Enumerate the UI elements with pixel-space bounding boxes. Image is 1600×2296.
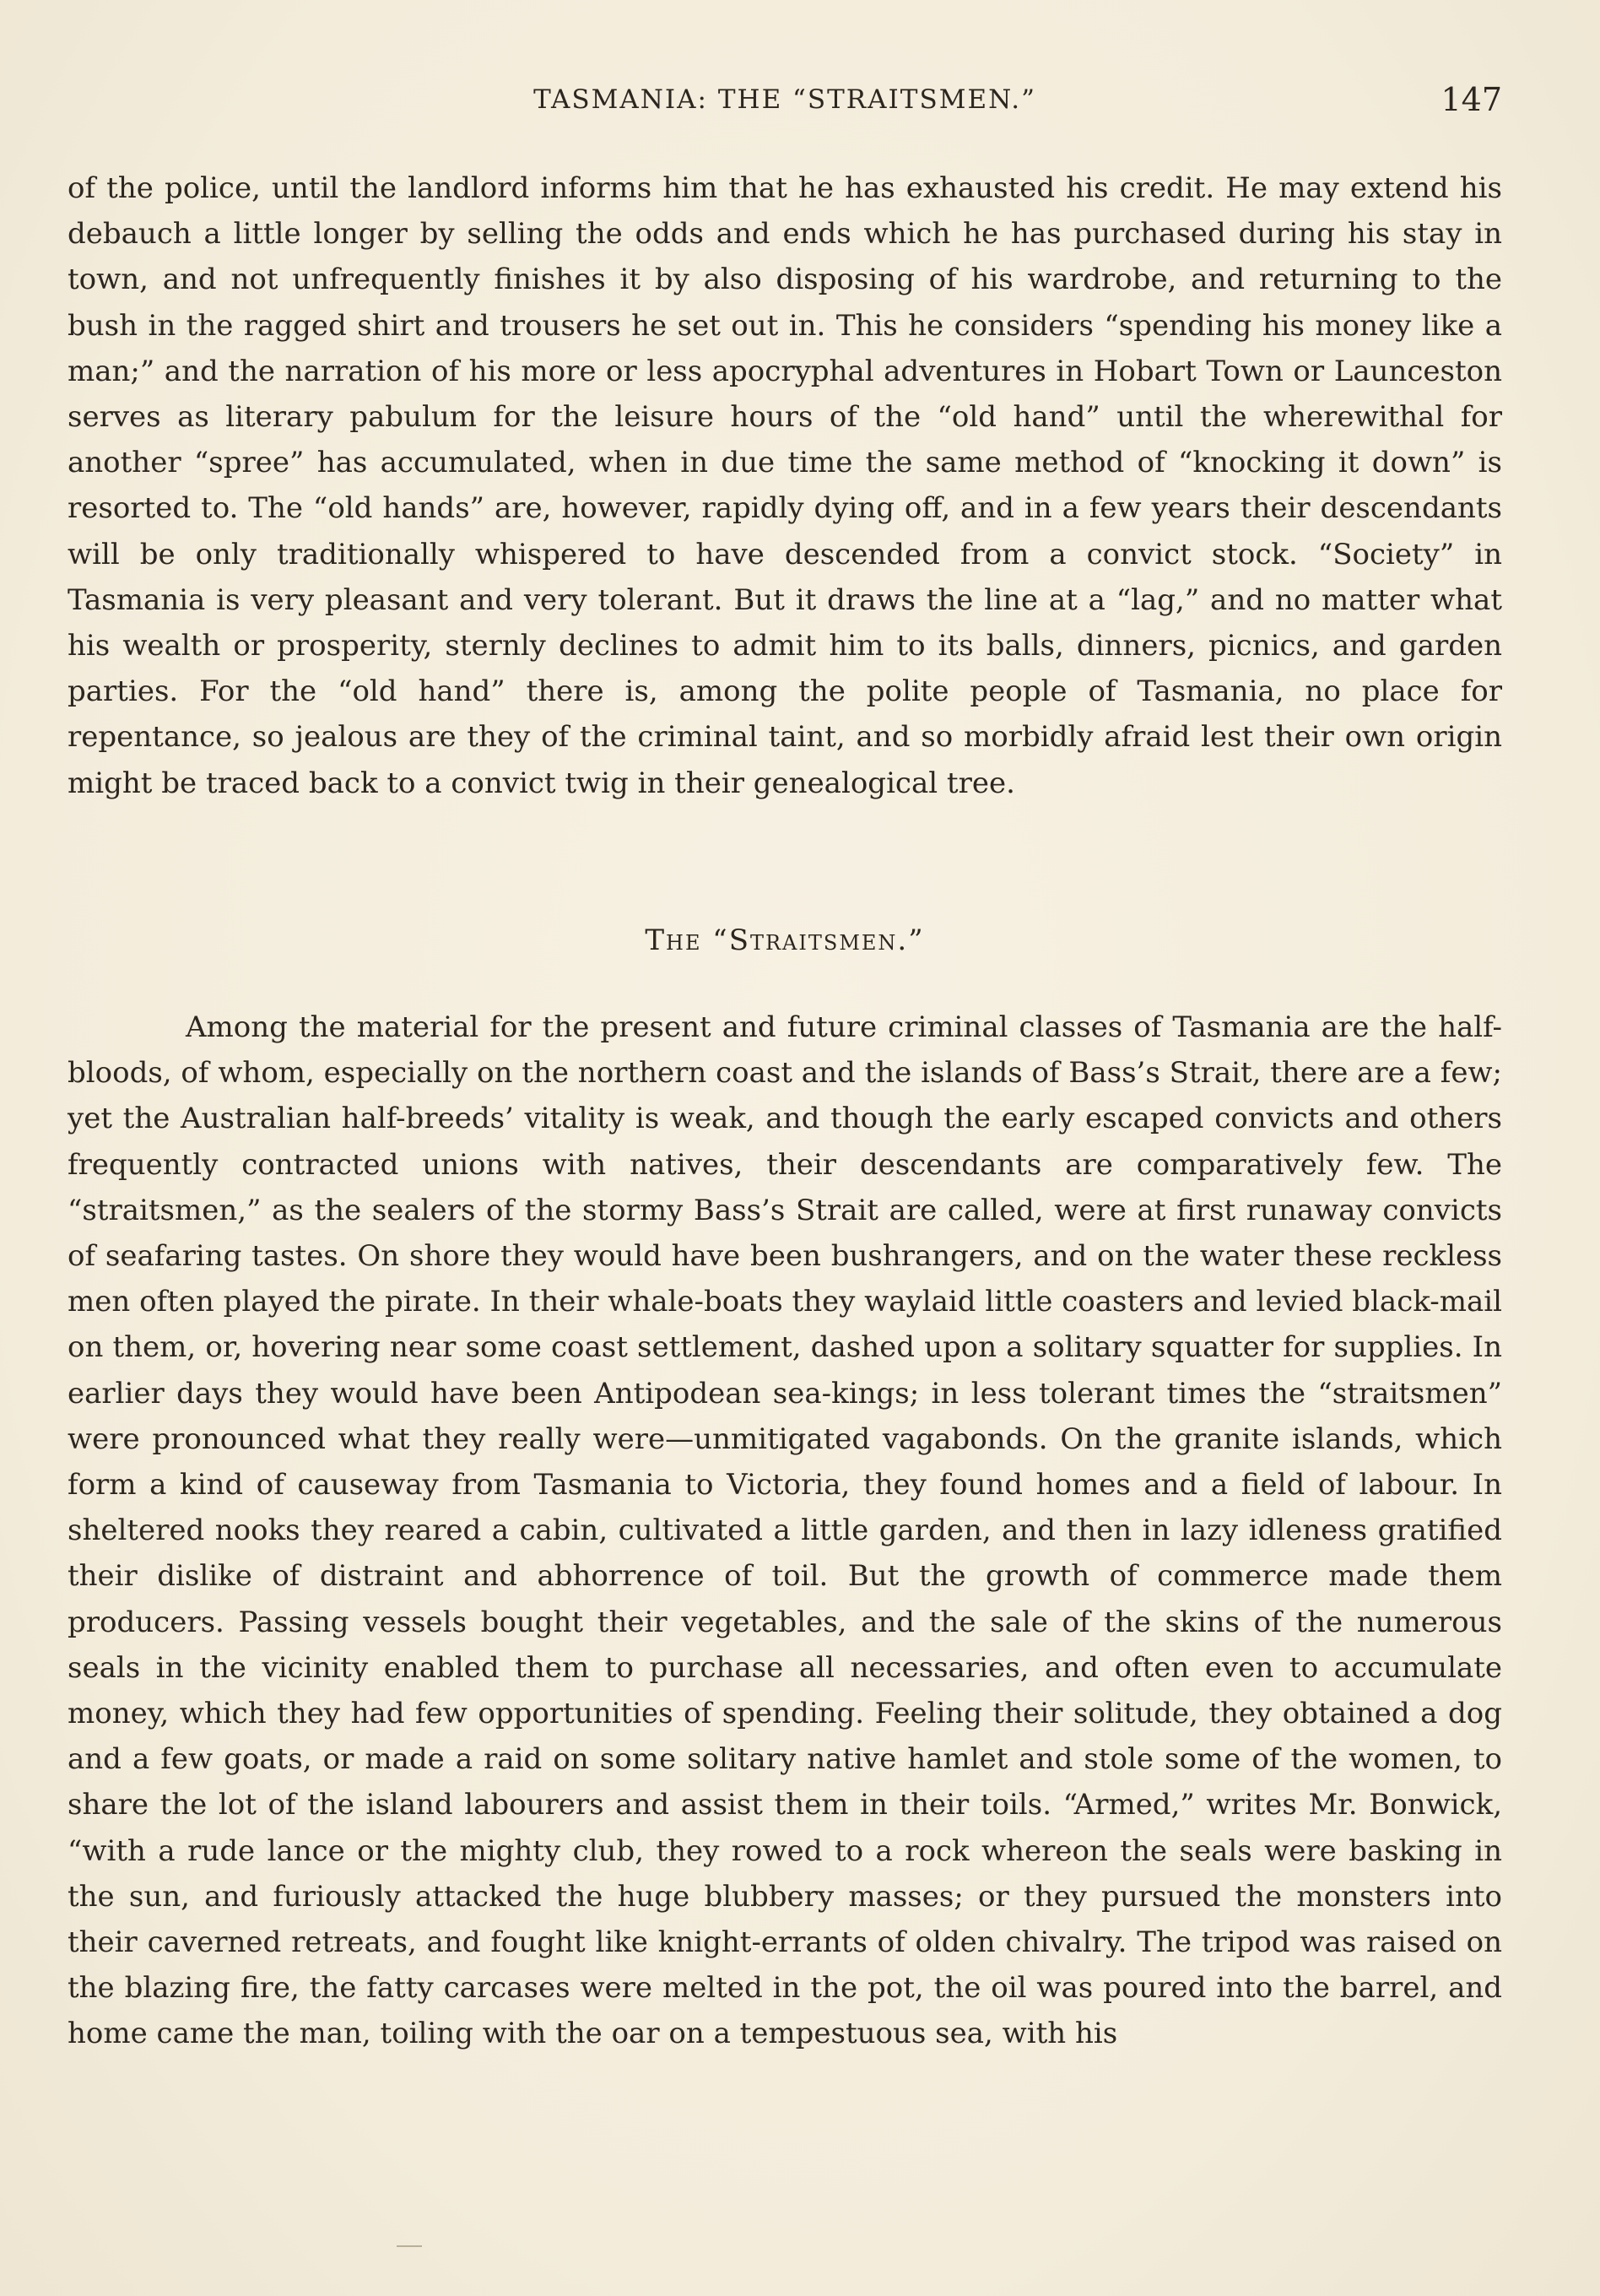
- straitsmen-paragraph: Among the material for the present and future criminal classes of Tasmania are the half-bloods, of whom, especially on the northern coast and the islands of Bass’s Strait, there are a few; yet the Australian half-breeds’ vitality is weak, and though the early escaped convicts and others frequently contracted unions with natives, their descendants are comparatively few. The “straitsmen,” as the sealers of the stormy Bass’s Strait are called, were at first runaway convicts of seafaring tastes. On shore they would have been bushrangers, and on the water these reckless men often played the pirate. In their whale-boats they waylaid little coasters and levied black-mail on them, or, hovering near some coast settlement, dashed upon a solitary squatter for supplies. In earlier days they would have been Antipodean sea-kings; in less tolerant times the “straitsmen” were pronounced what they really were—unmitigated vagabonds. On the granite islands, which form a kind of causeway from Tasmania to Victoria, they found homes and a field of labour. In sheltered nooks they reared a cabin, cultivated a little garden, and then in lazy idleness gratified their dislike of distraint and abhorrence of toil. But the growth of commerce made them producers. Passing vessels bought their vegetables, and the sale of the skins of the numerous seals in the vicinity enabled them to purchase all necessaries, and often even to accumulate money, which they had few opportunities of spending. Feeling their solitude, they obtained a dog and a few goats, or made a raid on some solitary native hamlet and stole some of the women, to share the lot of the island labourers and assist them in their toils. “Armed,” writes Mr. Bonwick, “with a rude lance or the mighty club, they rowed to a rock whereon the seals were basking in the sun, and furiously attacked the huge blubbery masses; or they pursued the monsters into their caverned retreats, and fought like knight-errants of olden chivalry. The tripod was raised on the blazing fire, the fatty carcases were melted in the pot, the oil was poured into the barrel, and home came the man, toiling with the oar on a tempestuous sea, with his: [68, 1010, 1502, 2051]
- running-title: TASMANIA: THE “STRAITSMEN.”: [533, 84, 1036, 115]
- page-header: [68, 81, 1502, 127]
- section-heading: The “Straitsmen.”: [645, 923, 925, 957]
- continuation-paragraph: of the police, until the landlord informs him that he has exhausted his credit. He may extend his debauch a little longer by selling the odds and ends which he has purchased during his stay in town, and not unfrequently finishes it by also disposing of his wardrobe, and returning to the bush in the ragged shirt and trousers he set out in. This he considers “spending his money like a man;” and the narration of his more or less apocryphal adventures in Hobart Town or Launceston serves as literary pabulum for the leisure hours of the “old hand” until the wherewithal for another “spree” has accumulated, when in due time the same method of “knocking it down” is resorted to. The “old hands” are, however, rapidly dying off, and in a few years their descendants will be only traditionally whispered to have descended from a convict stock. “Society” in Tasmania is very pleasant and very tolerant. But it draws the line at a “lag,” and no matter what his wealth or prosperity, sternly declines to admit him to its balls, dinners, picnics, and garden parties. For the “old hand” there is, among the polite people of Tasmania, no place for repentance, so jealous are they of the criminal taint, and so morbidly afraid lest their own origin might be traced back to a convict twig in their genealogical tree.: [68, 171, 1502, 800]
- straitsmen-paragraph-block: [68, 1004, 1502, 2057]
- page-number: 147: [1441, 81, 1502, 118]
- footer-ornament: [397, 2245, 422, 2247]
- continuation-paragraph-block: [68, 165, 1502, 806]
